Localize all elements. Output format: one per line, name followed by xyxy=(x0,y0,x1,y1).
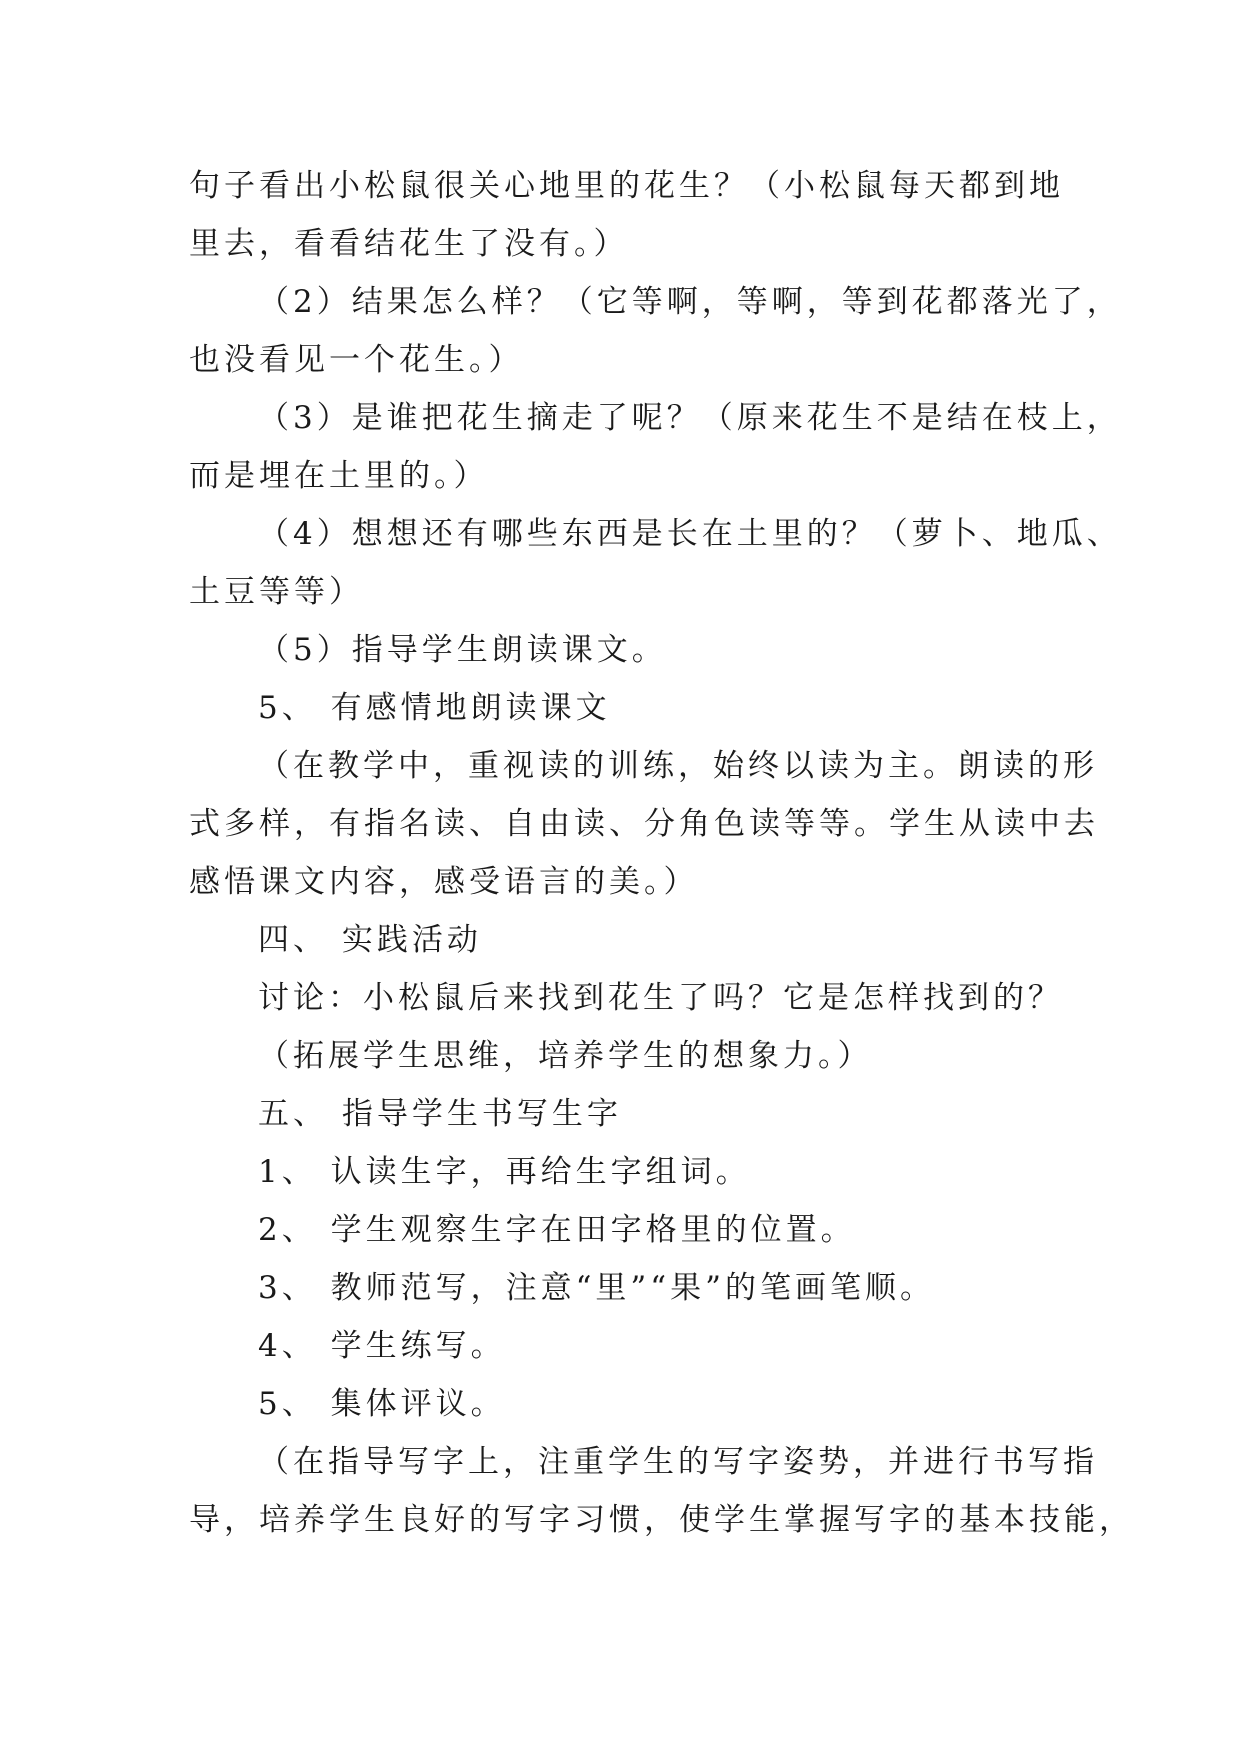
text-line: 导，培养学生良好的写字习惯，使学生掌握写字的基本技能， xyxy=(189,1502,1134,1538)
text-line: 五、 指导学生书写生字 xyxy=(258,1096,622,1132)
text-line: 2、 学生观察生字在田字格里的位置。 xyxy=(258,1212,856,1248)
text-line: （2）结果怎么样？（它等啊，等啊，等到花都落光了， xyxy=(258,284,1122,320)
text-line: （拓展学生思维，培养学生的想象力。） xyxy=(258,1038,873,1074)
text-line: 土豆等等） xyxy=(189,574,364,610)
text-line: （5）指导学生朗读课文。 xyxy=(258,632,667,668)
text-line: 句子看出小松鼠很关心地里的花生？（小松鼠每天都到地 xyxy=(189,168,1064,204)
text-line: 也没看见一个花生。） xyxy=(189,342,524,378)
text-line: 里去，看看结花生了没有。） xyxy=(189,226,629,262)
text-line: 5、 集体评议。 xyxy=(258,1386,506,1422)
text-line: （4）想想还有哪些东西是长在土里的？（萝卜、地瓜、 xyxy=(258,516,1122,552)
text-line: 5、 有感情地朗读课文 xyxy=(258,690,611,726)
text-line: 讨论：小松鼠后来找到花生了吗？它是怎样找到的？ xyxy=(258,980,1063,1016)
text-line: （3）是谁把花生摘走了呢？（原来花生不是结在枝上， xyxy=(258,400,1122,436)
text-line: 3、 教师范写，注意“里”“果”的笔画笔顺。 xyxy=(258,1270,935,1306)
text-line: 式多样，有指名读、自由读、分角色读等等。学生从读中去 xyxy=(189,806,1099,842)
text-line: 1、 认读生字，再给生字组词。 xyxy=(258,1154,751,1190)
text-line: （在教学中，重视读的训练，始终以读为主。朗读的形 xyxy=(258,748,1098,784)
text-line: 感悟课文内容，感受语言的美。） xyxy=(189,864,699,900)
text-line: 4、 学生练写。 xyxy=(258,1328,506,1364)
text-line: （在指导写字上，注重学生的写字姿势，并进行书写指 xyxy=(258,1444,1098,1480)
text-line: 而是埋在土里的。） xyxy=(189,458,489,494)
text-line: 四、 实践活动 xyxy=(258,922,482,958)
